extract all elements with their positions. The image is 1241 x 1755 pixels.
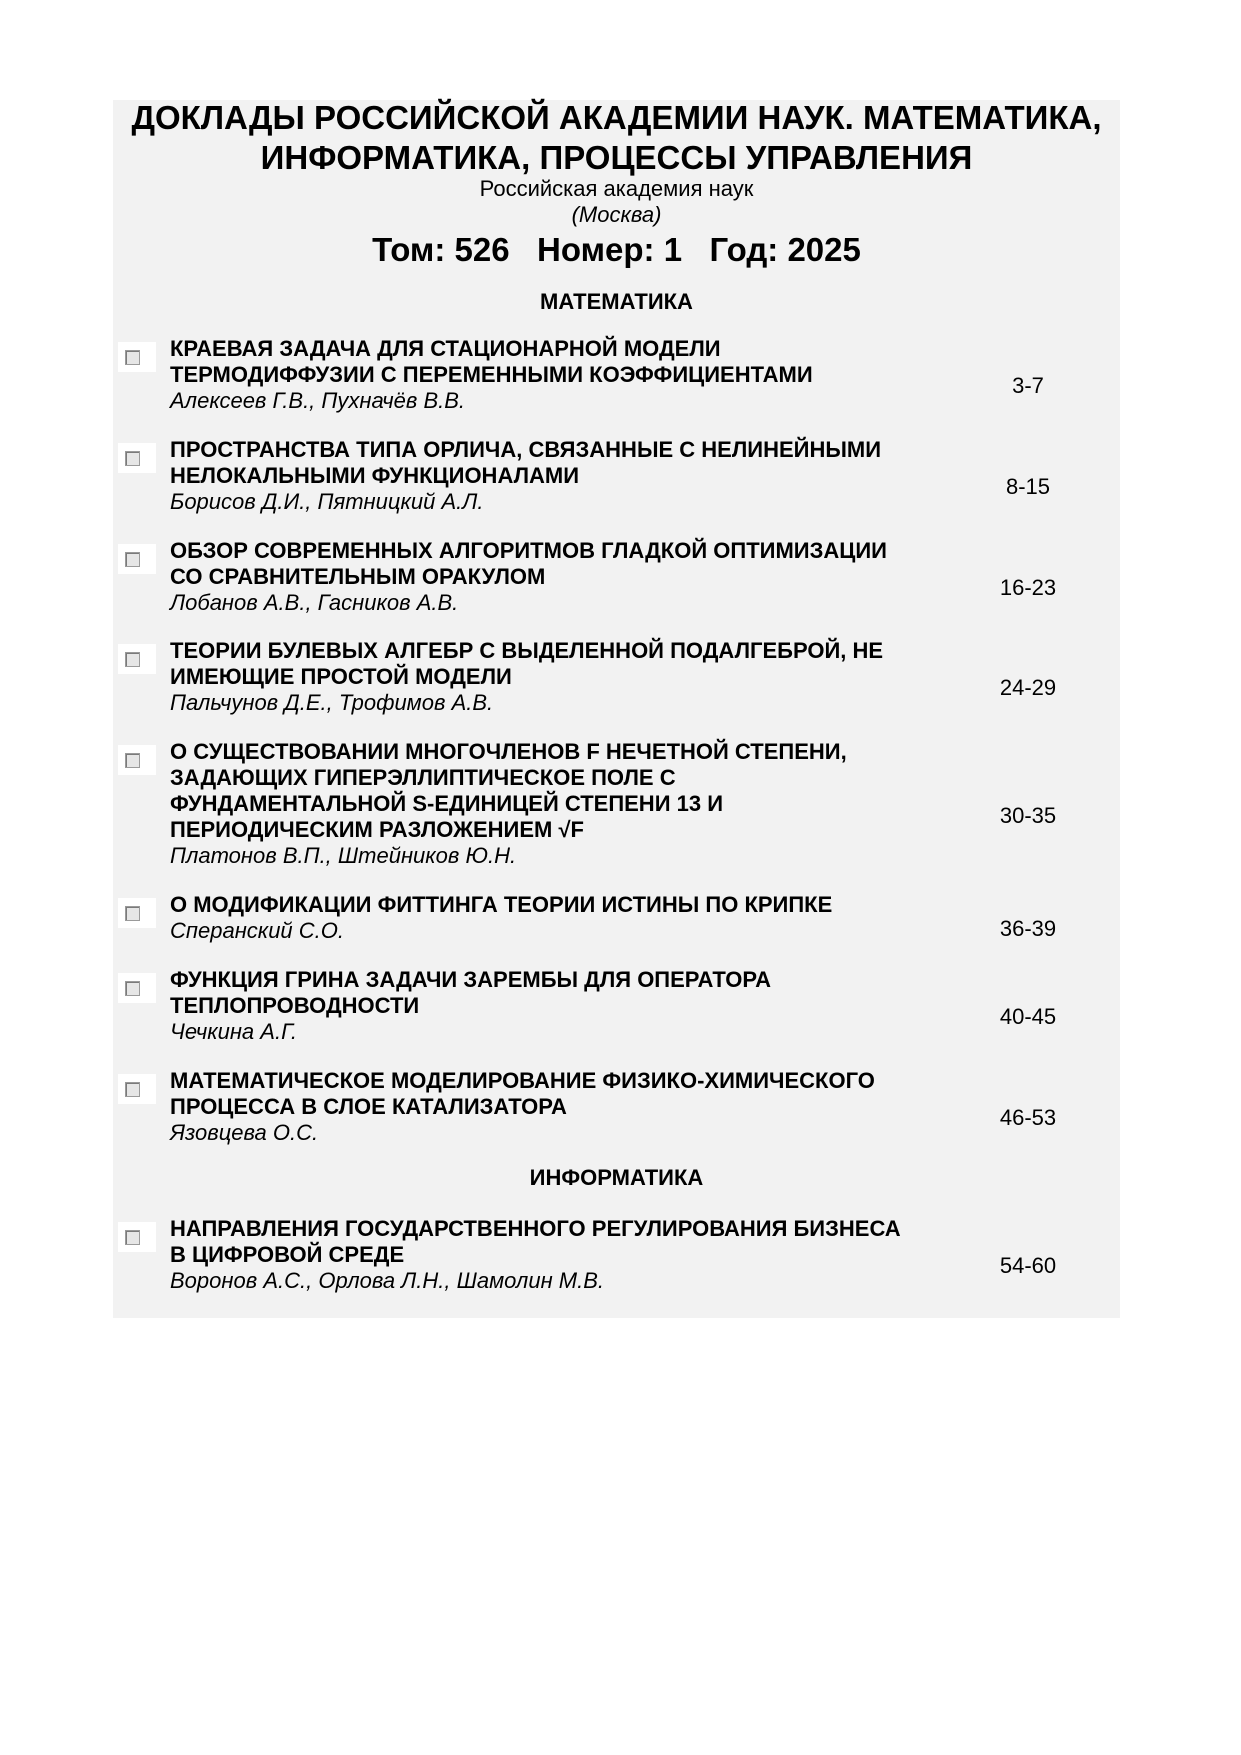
article-title-line: ПРОСТРАНСТВА ТИПА ОРЛИЧА, СВЯЗАННЫЕ С НЕЛИНЕЙНЫМИ xyxy=(170,437,882,462)
article-pages: 46-53 xyxy=(999,1105,1057,1130)
article-title-line: ФУНДАМЕНТАЛЬНОЙ S-ЕДИНИЦЕЙ СТЕПЕНИ 13 И xyxy=(170,791,724,816)
article-title-line: НЕЛОКАЛЬНЫМИ ФУНКЦИОНАЛАМИ xyxy=(170,463,580,488)
article-pages: 8-15 xyxy=(1005,474,1051,499)
select-checkbox[interactable] xyxy=(118,342,156,372)
article-title[interactable] xyxy=(170,437,950,489)
article-authors[interactable]: Язовцева О.С. xyxy=(170,1120,319,1145)
article-title-line: ТЕРМОДИФФУЗИИ С ПЕРЕМЕННЫМИ КОЭФФИЦИЕНТАМИ xyxy=(170,362,813,387)
publisher-city: (Москва) xyxy=(571,202,662,227)
article-title[interactable] xyxy=(170,638,950,690)
article-pages: 3-7 xyxy=(1012,373,1044,398)
select-checkbox[interactable] xyxy=(118,973,156,1003)
section-heading-informatics: ИНФОРМАТИКА xyxy=(529,1165,704,1190)
article-pages: 40-45 xyxy=(999,1004,1057,1029)
article-title-line: ТЕПЛОПРОВОДНОСТИ xyxy=(170,993,420,1018)
article-pages: 16-23 xyxy=(999,575,1057,600)
select-checkbox[interactable] xyxy=(118,443,156,473)
select-checkbox[interactable] xyxy=(118,644,156,674)
journal-title-line-1: ДОКЛАДЫ РОССИЙСКОЙ АКАДЕМИИ НАУК. МАТЕМАТИКА, xyxy=(131,99,1102,136)
article-title-line: МАТЕМАТИЧЕСКОЕ МОДЕЛИРОВАНИЕ ФИЗИКО-ХИМИЧЕСКОГО xyxy=(170,1068,875,1093)
article-pages: 36-39 xyxy=(999,916,1057,941)
article-title-line: НАПРАВЛЕНИЯ ГОСУДАРСТВЕННОГО РЕГУЛИРОВАНИЯ БИЗНЕСА xyxy=(170,1216,901,1241)
article-authors[interactable]: Платонов В.П., Штейников Ю.Н. xyxy=(170,843,517,868)
article-title-line: ОБЗОР СОВРЕМЕННЫХ АЛГОРИТМОВ ГЛАДКОЙ ОПТИМИЗАЦИИ xyxy=(170,538,887,563)
article-title-line: ФУНКЦИЯ ГРИНА ЗАДАЧИ ЗАРЕМБЫ ДЛЯ ОПЕРАТОРА xyxy=(170,967,771,992)
select-checkbox[interactable] xyxy=(118,745,156,775)
article-authors[interactable]: Борисов Д.И., Пятницкий А.Л. xyxy=(170,489,484,514)
article-title-line: КРАЕВАЯ ЗАДАЧА ДЛЯ СТАЦИОНАРНОЙ МОДЕЛИ xyxy=(170,336,721,361)
article-pages: 24-29 xyxy=(999,675,1057,700)
article-authors[interactable]: Воронов А.С., Орлова Л.Н., Шамолин М.В. xyxy=(170,1268,605,1293)
article-title-line: О СУЩЕСТВОВАНИИ МНОГОЧЛЕНОВ F НЕЧЕТНОЙ СТЕПЕНИ, xyxy=(170,739,847,764)
article-title-line: О МОДИФИКАЦИИ ФИТТИНГА ТЕОРИИ ИСТИНЫ ПО КРИПКЕ xyxy=(170,892,833,917)
select-checkbox[interactable] xyxy=(118,1074,156,1104)
select-checkbox[interactable] xyxy=(118,544,156,574)
journal-title-line-2: ИНФОРМАТИКА, ПРОЦЕССЫ УПРАВЛЕНИЯ xyxy=(260,139,973,176)
article-title[interactable] xyxy=(170,967,950,1019)
article-title[interactable] xyxy=(170,538,950,590)
article-title-line: ПЕРИОДИЧЕСКИМ РАЗЛОЖЕНИЕМ √F xyxy=(170,817,584,842)
select-checkbox[interactable] xyxy=(118,898,156,928)
article-title[interactable] xyxy=(170,1068,950,1120)
article-authors[interactable]: Сперанский С.О. xyxy=(170,918,345,943)
article-authors[interactable]: Алексеев Г.В., Пухначёв В.В. xyxy=(170,388,466,413)
select-checkbox[interactable] xyxy=(118,1222,156,1252)
article-title[interactable] xyxy=(170,739,950,843)
article-title-line: В ЦИФРОВОЙ СРЕДЕ xyxy=(170,1242,405,1267)
publisher: Российская академия наук xyxy=(479,176,754,201)
article-title-line: ТЕОРИИ БУЛЕВЫХ АЛГЕБР С ВЫДЕЛЕННОЙ ПОДАЛГЕБРОЙ, НЕ xyxy=(170,638,884,663)
issue-info: Том: 526 Номер: 1 Год: 2025 xyxy=(372,231,861,268)
article-authors[interactable]: Пальчунов Д.Е., Трофимов А.В. xyxy=(170,690,494,715)
article-pages: 54-60 xyxy=(999,1253,1057,1278)
article-title-line: СО СРАВНИТЕЛЬНЫМ ОРАКУЛОМ xyxy=(170,564,546,589)
article-authors[interactable]: Чечкина А.Г. xyxy=(170,1019,297,1044)
article-title-line: ИМЕЮЩИЕ ПРОСТОЙ МОДЕЛИ xyxy=(170,664,512,689)
journal-title xyxy=(113,98,1120,178)
article-title-line: ЗАДАЮЩИХ ГИПЕРЭЛЛИПТИЧЕСКОЕ ПОЛЕ С xyxy=(170,765,676,790)
article-pages: 30-35 xyxy=(999,803,1057,828)
article-title[interactable] xyxy=(170,892,950,918)
article-title[interactable] xyxy=(170,336,950,388)
section-heading-mathematics: МАТЕМАТИКА xyxy=(540,289,693,314)
article-title[interactable] xyxy=(170,1216,950,1268)
article-authors[interactable]: Лобанов А.В., Гасников А.В. xyxy=(170,590,459,615)
article-title-line: ПРОЦЕССА В СЛОЕ КАТАЛИЗАТОРА xyxy=(170,1094,567,1119)
